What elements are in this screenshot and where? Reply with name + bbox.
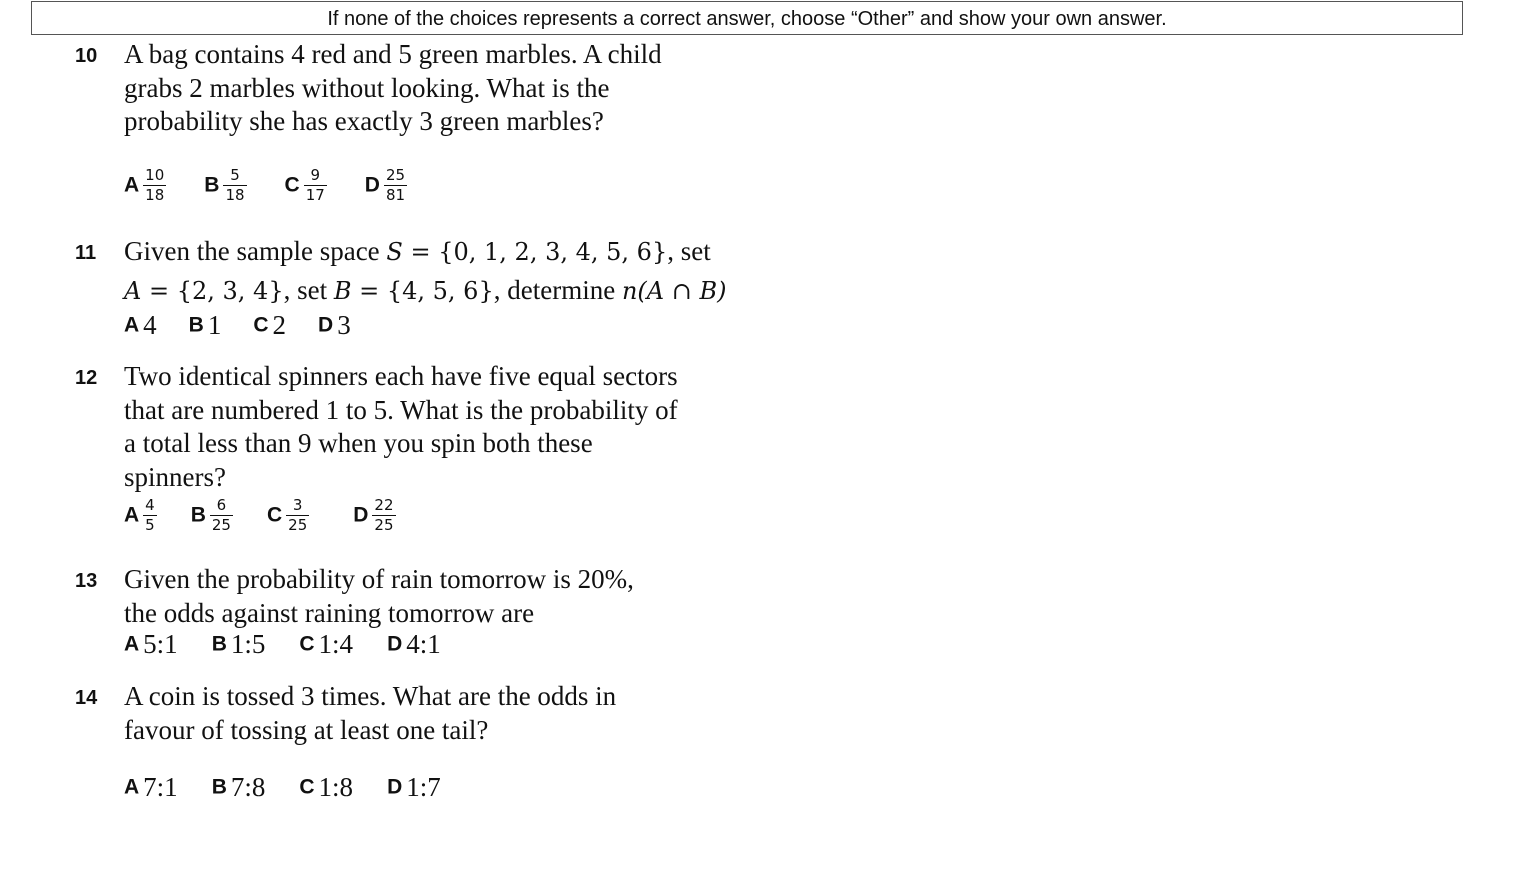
- fraction: [210, 497, 233, 534]
- choice-letter: C: [299, 775, 315, 799]
- question-number-10: 10: [75, 45, 98, 67]
- choice-letter: C: [253, 313, 269, 337]
- choice-13-d[interactable]: [387, 629, 441, 660]
- set-s-name: S: [386, 238, 403, 266]
- question-13-line-1: Given the probability of rain tomorrow is 20%,: [124, 564, 634, 594]
- choice-value: 1:7: [406, 772, 441, 802]
- choice-value: 1:5: [230, 629, 266, 659]
- choice-letter: B: [211, 775, 227, 799]
- question-11-line-2: [124, 274, 726, 309]
- choice-11-a[interactable]: [124, 310, 157, 341]
- choice-letter: A: [124, 775, 140, 799]
- choice-value: 4:1: [406, 629, 441, 659]
- set-b-name: B: [333, 276, 352, 305]
- question-14-line-1: A coin is tossed 3 times. What are the odds in: [124, 681, 617, 711]
- choice-letter: B: [204, 173, 220, 197]
- fraction: [223, 167, 246, 204]
- choice-letter: A: [124, 632, 140, 656]
- choice-13-a[interactable]: [124, 629, 178, 660]
- question-12-line-2: that are numbered 1 to 5. What is the probability of: [124, 394, 678, 425]
- choice-letter: D: [353, 503, 369, 527]
- choice-12-c[interactable]: [267, 497, 309, 534]
- set-a-name: A: [124, 276, 142, 305]
- denominator: 18: [225, 186, 245, 204]
- choice-letter: D: [387, 775, 403, 799]
- question-10-line-3: probability she has exactly 3 green marbles?: [124, 106, 604, 136]
- choice-14-d[interactable]: [387, 772, 441, 803]
- choice-12-b[interactable]: [191, 497, 233, 534]
- numerator: 22: [374, 496, 394, 514]
- choice-13-c[interactable]: [299, 629, 353, 660]
- text-run: , determine: [493, 274, 622, 305]
- choice-12-d[interactable]: [353, 497, 395, 534]
- choice-letter: A: [124, 313, 140, 337]
- choice-10-b[interactable]: [204, 167, 246, 204]
- fraction: [286, 497, 309, 534]
- fraction: [384, 167, 407, 204]
- choice-11-c[interactable]: [253, 310, 286, 341]
- numerator: 9: [310, 166, 321, 184]
- question-10-line-1: A bag contains 4 red and 5 green marbles. A child: [124, 39, 662, 69]
- numerator: 4: [145, 496, 155, 514]
- question-11-choices: [124, 310, 351, 341]
- numerator: 3: [292, 496, 303, 514]
- set-b-value: {4, 5, 6}: [386, 276, 494, 305]
- question-10-text: [124, 38, 662, 139]
- text-run: , set: [667, 236, 711, 266]
- choice-letter: D: [364, 173, 380, 197]
- set-a-value: {2, 3, 4}: [176, 276, 284, 305]
- choice-14-a[interactable]: [124, 772, 178, 803]
- text-run: , set: [283, 274, 334, 305]
- choice-10-c[interactable]: [285, 167, 327, 204]
- denominator: 17: [305, 186, 325, 204]
- question-12-line-4: spinners?: [124, 461, 226, 492]
- choice-letter: D: [318, 313, 334, 337]
- question-12-choices: [124, 497, 396, 534]
- choice-value: 3: [337, 310, 351, 340]
- choice-12-a[interactable]: [124, 497, 157, 534]
- choice-letter: B: [190, 503, 206, 527]
- question-11-text: [124, 235, 726, 308]
- numerator: 5: [230, 166, 240, 184]
- set-s-value: {0, 1, 2, 3, 4, 5, 6}: [438, 238, 668, 266]
- text-run: Given the sample space: [124, 236, 387, 266]
- numerator: 6: [216, 496, 227, 514]
- denominator: 25: [374, 516, 394, 534]
- choice-10-a[interactable]: [124, 167, 166, 204]
- choice-11-d[interactable]: [318, 310, 351, 341]
- choice-value: 5:1: [143, 629, 178, 659]
- choice-value: 1: [207, 310, 222, 340]
- equals-sign: =: [141, 276, 177, 305]
- choice-10-d[interactable]: [365, 167, 407, 204]
- choice-letter: C: [284, 173, 300, 197]
- question-12-line-1: Two identical spinners each have five equal sectors: [124, 361, 678, 391]
- equals-sign: =: [351, 276, 387, 305]
- denominator: 81: [385, 186, 406, 204]
- fraction: [304, 167, 327, 204]
- choice-letter: C: [299, 632, 315, 656]
- question-14-line-2: favour of tossing at least one tail?: [124, 714, 489, 745]
- question-12-text: [124, 360, 678, 494]
- question-number-12: 12: [75, 367, 98, 389]
- choice-14-b[interactable]: [212, 772, 266, 803]
- numerator: 25: [385, 166, 406, 184]
- choice-value: 7:1: [143, 772, 178, 802]
- fraction: [143, 167, 166, 204]
- choice-letter: B: [211, 632, 227, 656]
- fraction: [143, 497, 157, 534]
- numerator: 10: [145, 166, 165, 184]
- denominator: 18: [145, 186, 165, 204]
- question-13-line-2: the odds against raining tomorrow are: [124, 597, 535, 628]
- question-13-text: [124, 563, 634, 630]
- choice-letter: A: [124, 173, 140, 197]
- question-number-13: 13: [75, 570, 98, 592]
- choice-value: 1:4: [318, 629, 354, 659]
- choice-letter: B: [188, 313, 204, 337]
- choice-11-b[interactable]: [189, 310, 222, 341]
- choice-letter: D: [387, 632, 403, 656]
- choice-value: 7:8: [230, 772, 266, 802]
- choice-letter: A: [124, 503, 140, 527]
- instruction-banner: If none of the choices represents a correct answer, choose “Other” and show your own answer.: [31, 1, 1463, 35]
- choice-13-b[interactable]: [212, 629, 266, 660]
- question-11-line-1: [124, 235, 726, 270]
- denominator: 5: [145, 516, 155, 534]
- choice-14-c[interactable]: [299, 772, 353, 803]
- fraction: [372, 497, 395, 534]
- choice-value: 2: [272, 310, 287, 340]
- question-14-text: [124, 680, 616, 747]
- question-12-line-3: a total less than 9 when you spin both these: [124, 428, 593, 458]
- question-10-line-2: grabs 2 marbles without looking. What is the: [124, 72, 610, 103]
- question-13-choices: [124, 629, 441, 660]
- choice-value: 4: [143, 310, 157, 340]
- question-number-11: 11: [75, 242, 97, 264]
- choice-letter: C: [266, 503, 283, 527]
- question-14-choices: [124, 772, 441, 803]
- equals-sign: =: [402, 238, 439, 266]
- choice-value: 1:8: [318, 772, 354, 802]
- intersection-expression: n(A ∩ B): [621, 276, 727, 305]
- question-number-14: 14: [75, 687, 98, 709]
- denominator: 25: [211, 516, 231, 534]
- denominator: 25: [288, 516, 308, 534]
- question-10-choices: [124, 167, 407, 204]
